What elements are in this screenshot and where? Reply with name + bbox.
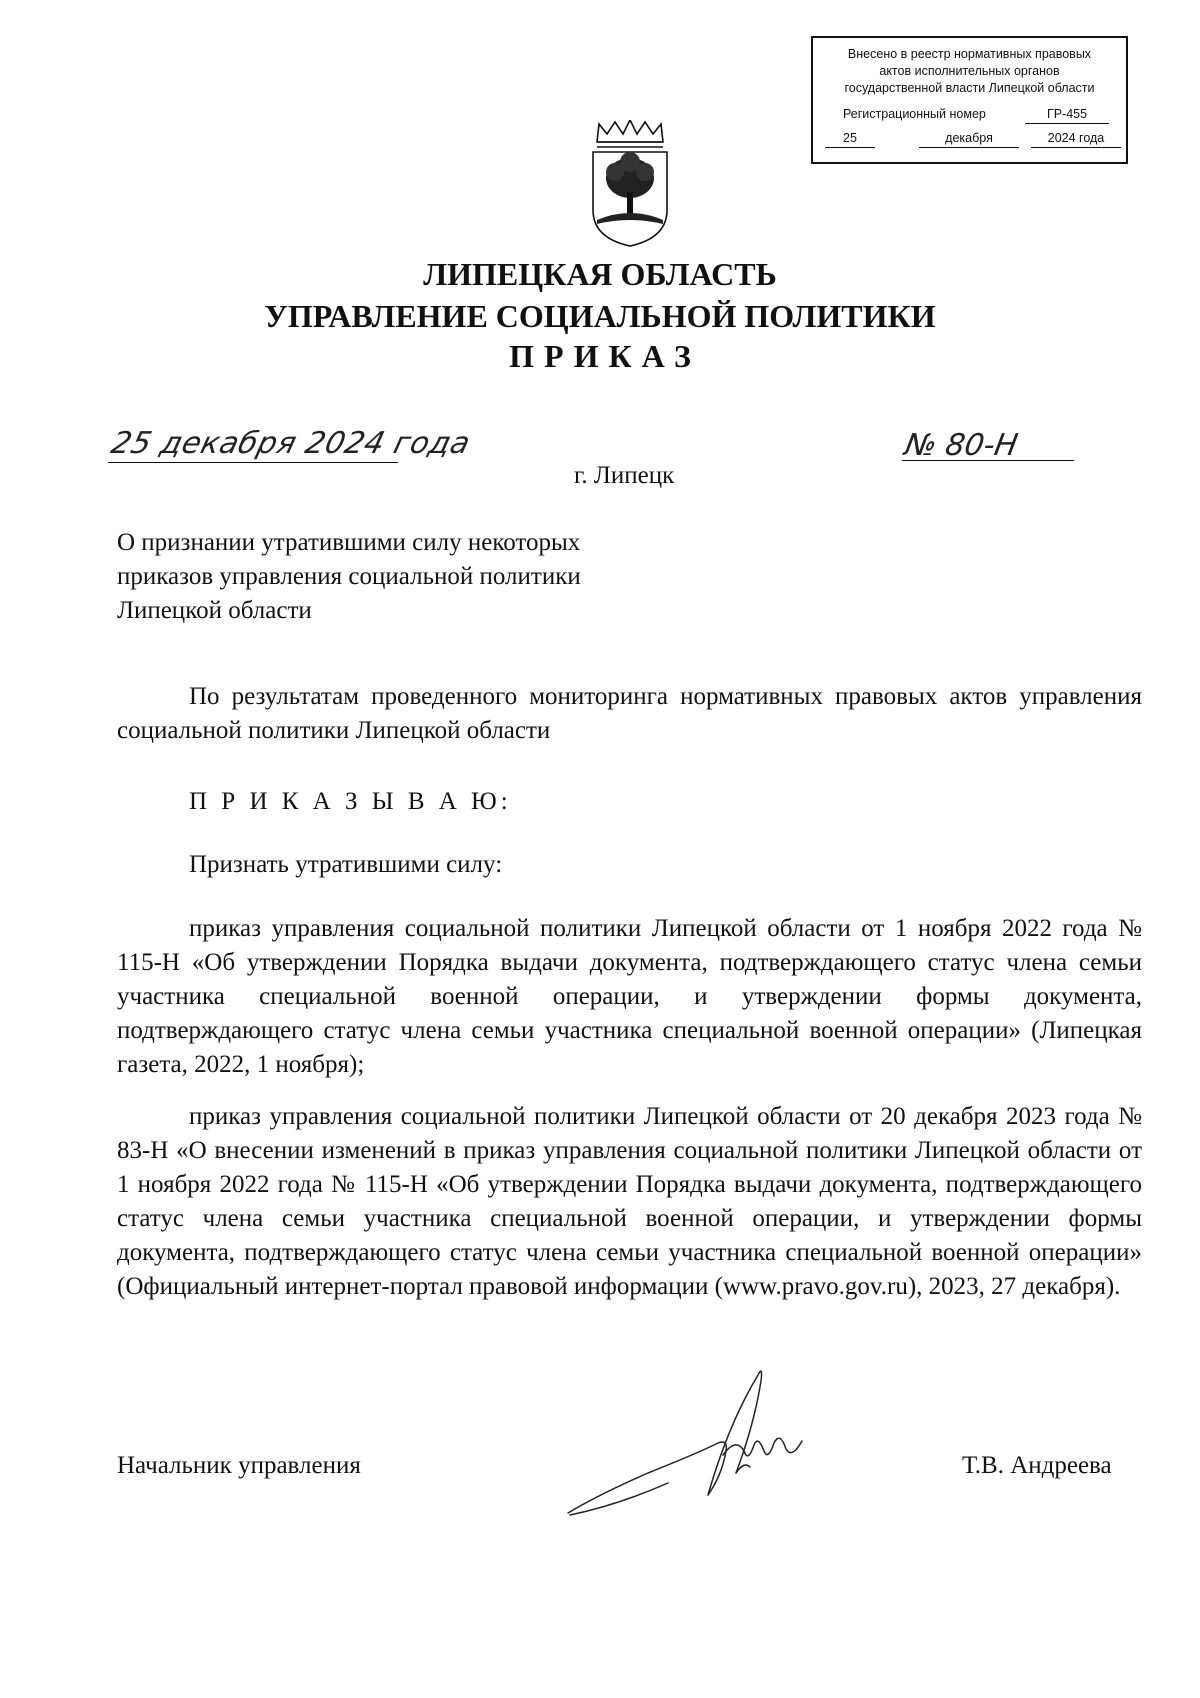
stamp-registration-row [813,106,1126,124]
stamp-reg-label: Регистрационный номер [843,107,986,121]
department-heading: УПРАВЛЕНИЕ СОЦИАЛЬНОЙ ПОЛИТИКИ [264,298,936,334]
date-underline [108,462,398,463]
doc-type-heading: ПРИКАЗ [509,338,701,374]
stamp-month: декабря [919,130,1019,148]
signatory-name: Т.В. Андреева [962,1452,1112,1479]
item-1-paragraph: приказ управления социальной политики Липецкой области от 1 ноября 2022 года № 115-Н «Об утверждении Порядка выдачи документа, подтверждающего статус члена семьи участника специальной военной операции, и утверждении формы документа, подтверждающего статус члена семьи участника специальной военной операции» (Липецкая газета, 2022, 1 ноября); [117,915,1142,1078]
stamp-date-row [813,130,1126,148]
stamp-year: 2024 года [1031,130,1121,148]
signatory-position: Начальник управления [117,1452,361,1479]
item-2-paragraph: приказ управления социальной политики Липецкой области от 20 декабря 2023 года № 83-Н «О внесении изменений в приказ управления социальной политики Липецкой области от 1 ноября 2022 года № 115-Н «Об утверждении Порядка выдачи документа, подтверждающего статус члена семьи участника специальной военной операции, и утверждении формы документа, подтверждающего статус члена семьи участника специальной военной операции» (Официальный интернет-портал правовой информации (www.pravo.gov.ru), 2023, 27 декабря). [117,1103,1142,1300]
region-heading: ЛИПЕЦКАЯ ОБЛАСТЬ [423,256,777,292]
handwritten-date: 25 декабря 2024 года [107,426,475,461]
stamp-line-1: Внесено в реестр нормативных правовых [847,47,1092,61]
stamp-reg-number: ГР-455 [1025,106,1109,124]
handwritten-signature [558,1355,828,1530]
order-word: П Р И К А З Ы В А Ю: [189,788,512,815]
intro-paragraph: По результатам проведенного мониторинга нормативных правовых актов управления социальной политики Липецкой области [117,683,1142,744]
handwritten-number: № 80-Н [901,428,1021,463]
declare-paragraph: Признать утратившими силу: [189,851,503,878]
stamp-line-2: актов исполнительных органов [879,64,1060,78]
coat-of-arms-icon [585,120,675,248]
number-underline [902,460,1074,461]
document-title: О признании утратившими силу некоторых приказов управления социальной политики Липецкой области [117,529,581,624]
city: г. Липецк [574,462,675,489]
stamp-line-3: государственной власти Липецкой области [844,81,1095,95]
registry-stamp [811,36,1128,164]
stamp-day: 25 [825,130,875,148]
